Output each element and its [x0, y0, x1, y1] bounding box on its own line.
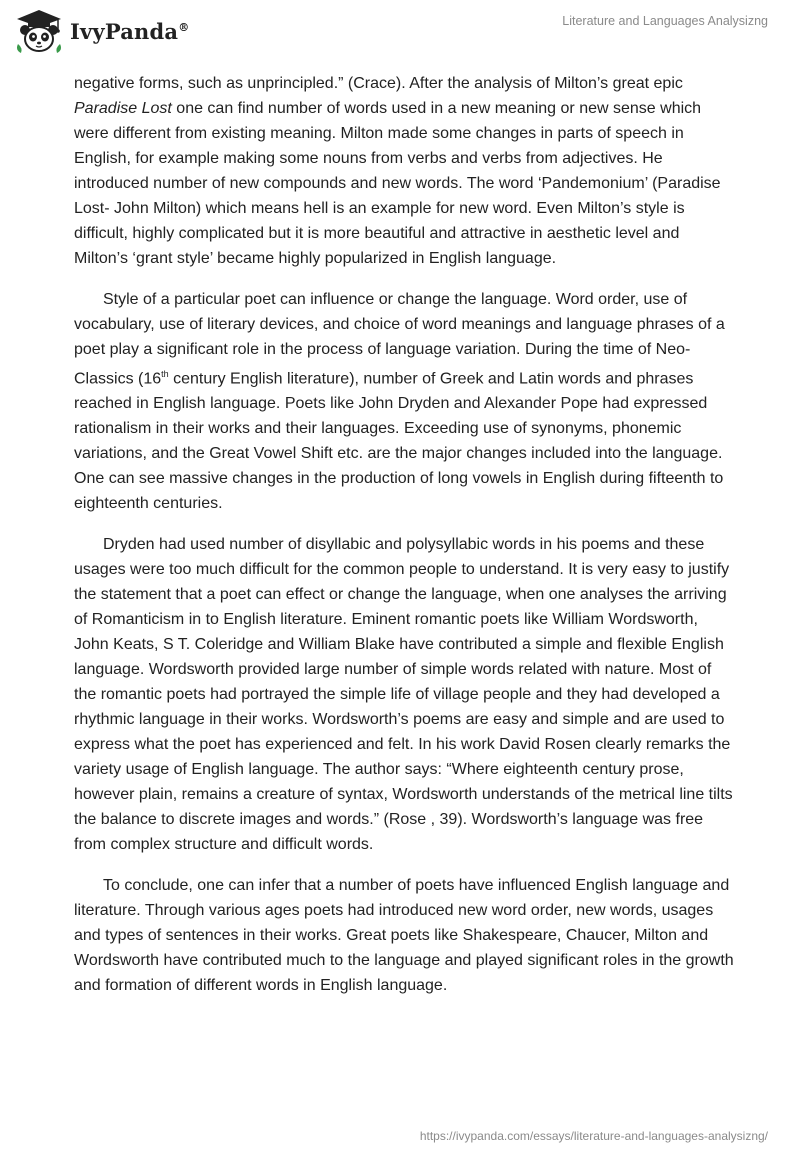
page-header — [0, 0, 800, 70]
brand-name: IvyPanda® — [70, 18, 190, 44]
book-title: Paradise Lost — [74, 100, 172, 117]
ivypanda-logo[interactable] — [14, 8, 189, 54]
paragraph-4: To conclude, one can infer that a number of poets have influenced English language and literature. Through various ages poets had introduced new word order, new words, usages and types of sentences in their works. Great poets like Shakespeare, Chaucer, Milton and Wordsworth have contributed much to the language and played significant roles in the growth and formation of different words in English language. — [74, 877, 734, 995]
document-title: Literature and Languages Analysizng — [562, 14, 768, 28]
essay-body — [74, 71, 734, 1014]
source-url[interactable]: https://ivypanda.com/essays/literature-and-languages-analysizng/ — [419, 1129, 768, 1143]
panda-graduation-cap-icon — [14, 8, 64, 54]
paragraph-2: Style of a particular poet can influence or change the language. Word order, use of vocabulary, use of literary devices, and choice of word meanings and language phrases of a poet play a significant role in the process of language variation. During the time of Neo-Classics (16th century English literature), number of Greek and Latin words and phrases reached in English language. Poets like John Dryden and Alexander Pope had expressed rationalism in their works and their languages. Exceeding use of synonyms, phonemic variations, and the Great Vowel Shift etc. are the major changes included into the language. One can see massive changes in the production of long vowels in English during fifteenth to eighteenth centuries. — [74, 291, 725, 513]
paragraph-1: negative forms, such as unprincipled.” (Crace). After the analysis of Milton’s great epic Paradise Lost one can find number of words used in a new meaning or new sense which were different from existing meaning. Milton made some changes in parts of speech in English, for example making some nouns from verbs and verbs from adjectives. He introduced number of new compounds and new words. The word ‘Pandemonium’ (Paradise Lost- John Milton) which means hell is an example for new word. Even Milton’s style is difficult, highly complicated but it is more beautiful and attractive in aesthetic level and Milton’s ‘grant style’ became highly popularized in English language. — [74, 75, 721, 267]
paragraph-3: Dryden had used number of disyllabic and polysyllabic words in his poems and these usages were too much difficult for the common people to understand. It is very easy to justify the statement that a poet can effect or change the language, when one analyses the arriving of Romanticism in to English literature. Eminent romantic poets like William Wordsworth, John Keats, S T. Coleridge and William Blake have contributed a simple and flexible English language. Wordsworth provided large number of simple words related with nature. Most of the romantic poets had portrayed the simple life of village people and they had developed a rhythmic language in their works. Wordsworth’s poems are easy and simple and are used to express what the poet has experienced and felt. In his work David Rosen clearly remarks the variety usage of English language. The author says: “Where eighteenth century prose, however plain, remains a creature of syntax, Wordsworth understands of the metrical line tilts the balance to discrete images and words.” (Rose , 39). Wordsworth’s language was free from complex structure and difficult words. — [74, 536, 733, 854]
